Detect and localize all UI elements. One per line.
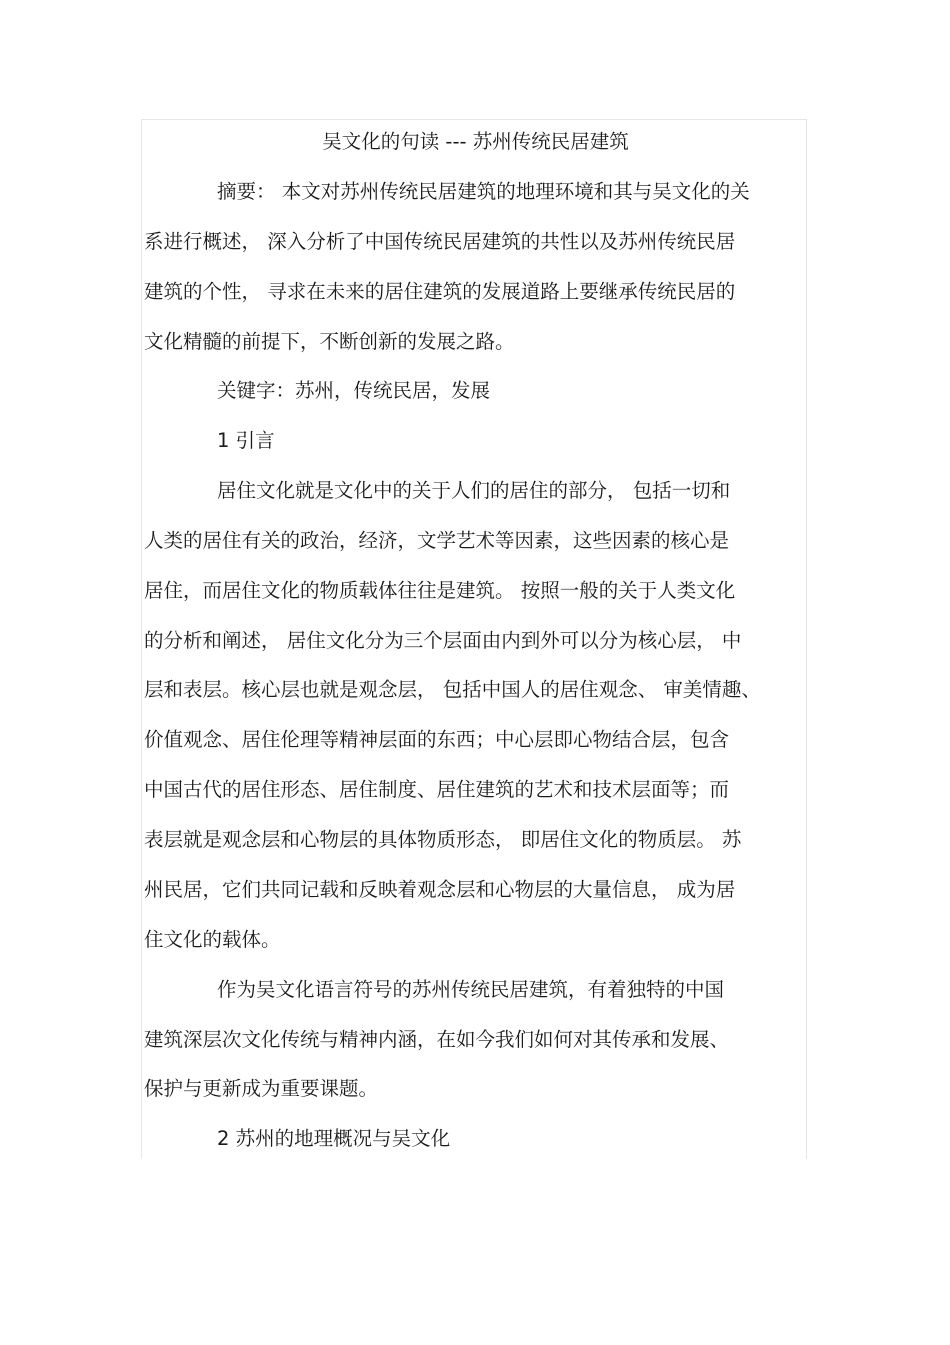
paragraph-2-line-3: 保护与更新成为重要课题。 — [144, 1077, 379, 1100]
section-heading-2: 2 苏州的地理概况与吴文化 — [217, 1127, 451, 1150]
paragraph-1-line-3: 居住，而居住文化的物质载体往往是建筑。 按照一般的关于人类文化 — [144, 579, 736, 602]
paragraph-1-line-4: 的分析和阐述， 居住文化分为三个层面由内到外可以分为核心层， 中 — [144, 629, 742, 652]
paragraph-1-line-9: 州民居，它们共同记载和反映着观念层和心物层的大量信息， 成为居 — [144, 878, 736, 901]
paragraph-2-line-2: 建筑深层次文化传统与精神内涵，在如今我们如何对其传承和发展、 — [144, 1028, 730, 1051]
abstract-line-1: 摘要： 本文对苏州传统民居建筑的地理环境和其与吴文化的关 — [217, 180, 750, 203]
paragraph-1-line-8: 表层就是观念层和心物层的具体物质形态， 即居住文化的物质层。 苏 — [144, 828, 742, 851]
paragraph-1-line-1: 居住文化就是文化中的关于人们的居住的部分， 包括一切和 — [217, 479, 731, 502]
paragraph-2-line-1: 作为吴文化语言符号的苏州传统民居建筑，有着独特的中国 — [217, 978, 725, 1001]
document-title: 吴文化的句读 --- 苏州传统民居建筑 — [322, 130, 629, 153]
abstract-line-2: 系进行概述， 深入分析了中国传统民居建筑的共性以及苏州传统民居 — [144, 230, 736, 253]
paragraph-1-line-6: 价值观念、居住伦理等精神层面的东西；中心层即心物结合层，包含 — [144, 728, 730, 751]
paragraph-1-line-7: 中国古代的居住形态、居住制度、居住建筑的艺术和技术层面等；而 — [144, 778, 730, 801]
paragraph-1-line-10: 住文化的载体。 — [144, 928, 281, 951]
abstract-line-3: 建筑的个性， 寻求在未来的居住建筑的发展道路上要继承传统民居的 — [144, 280, 736, 303]
paragraph-1-line-2: 人类的居住有关的政治，经济，文学艺术等因素，这些因素的核心是 — [144, 529, 730, 552]
keywords-line: 关键字：苏州，传统民居，发展 — [217, 379, 491, 402]
abstract-line-4: 文化精髓的前提下，不断创新的发展之路。 — [144, 330, 515, 353]
paragraph-1-line-5: 层和表层。核心层也就是观念层， 包括中国人的居住观念、 审美情趣、 — [144, 678, 761, 701]
section-heading-1: 1 引言 — [217, 429, 275, 452]
